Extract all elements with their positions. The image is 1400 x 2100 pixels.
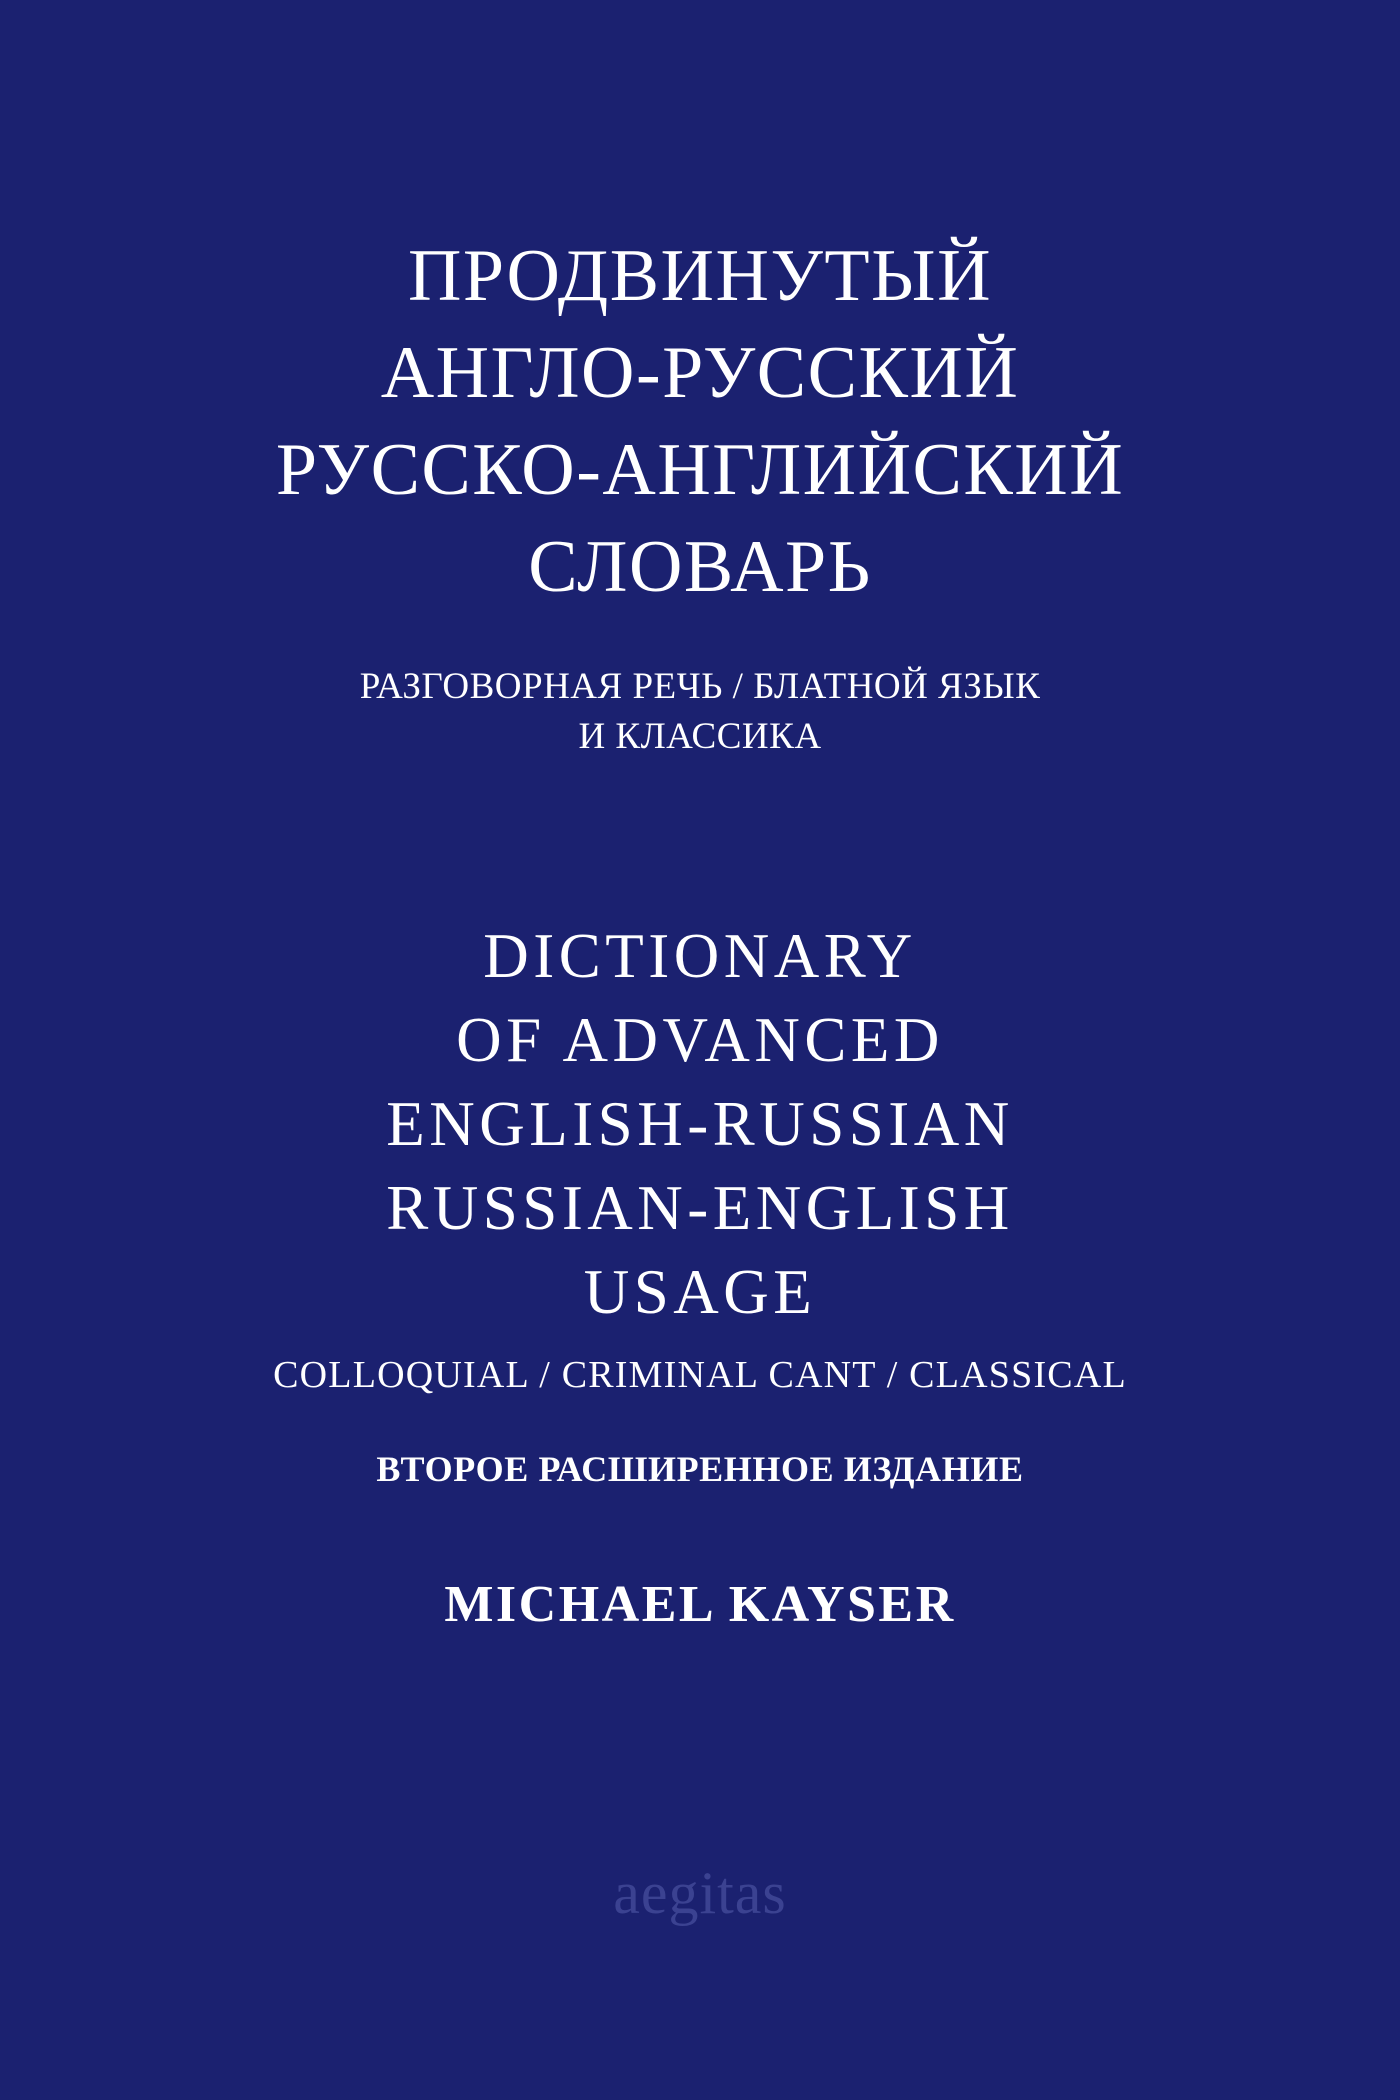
english-title-line: RUSSIAN-ENGLISH: [386, 1173, 1014, 1243]
english-title-line: USAGE: [583, 1257, 817, 1327]
russian-title-line: СЛОВАРЬ: [528, 526, 872, 608]
publisher-logo: aegitas: [613, 1860, 787, 1926]
russian-subtitle: [150, 662, 1250, 762]
russian-title: [120, 228, 1280, 616]
russian-title-line: АНГЛО-РУССКИЙ: [380, 332, 1020, 414]
russian-title-line: РУССКО-АНГЛИЙСКИЙ: [275, 429, 1125, 511]
english-title-line: ENGLISH-RUSSIAN: [386, 1089, 1014, 1159]
russian-subtitle-line: И КЛАССИКА: [578, 716, 822, 757]
russian-title-line: ПРОДВИНУТЫЙ: [407, 235, 993, 317]
english-title: [100, 914, 1300, 1334]
author-name: MICHAEL KAYSER: [444, 1576, 956, 1633]
edition-note: ВТОРОЕ РАСШИРЕННОЕ ИЗДАНИЕ: [376, 1449, 1024, 1489]
english-title-line: DICTIONARY: [483, 921, 917, 991]
russian-subtitle-line: РАЗГОВОРНАЯ РЕЧЬ / БЛАТНОЙ ЯЗЫК: [359, 666, 1041, 707]
english-title-line: OF ADVANCED: [456, 1005, 944, 1075]
english-subtitle: COLLOQUIAL / CRIMINAL CANT / CLASSICAL: [273, 1354, 1127, 1396]
